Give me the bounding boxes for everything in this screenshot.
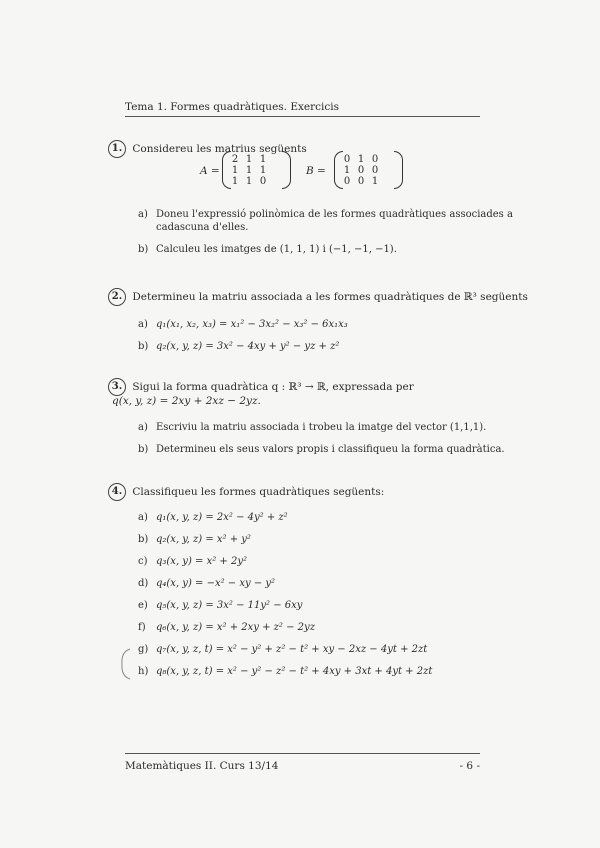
matrix-b-entry: 0 — [357, 165, 365, 176]
matrix-b-entry: 0 — [357, 176, 365, 187]
exercise-1 — [108, 140, 307, 158]
matrix-a-right-paren — [282, 151, 291, 189]
item-label: g) — [138, 644, 149, 655]
ex3-item-b — [138, 443, 505, 456]
exercise-2 — [108, 288, 528, 306]
ex1-item-a-cont — [156, 221, 248, 234]
matrix-b-entry: 0 — [343, 154, 351, 165]
matrix-a-entry: 1 — [245, 176, 253, 187]
exercise-4 — [108, 483, 384, 501]
item-text: Determineu els seus valors propis i classifiqueu la forma quadràtica. — [156, 444, 505, 455]
item-label: a) — [138, 319, 148, 330]
footer-course: Matemàtiques II. Curs 13/14 — [125, 760, 279, 772]
ex1-item-b — [138, 243, 397, 256]
ex4-item — [138, 555, 247, 568]
exercise-text: Considereu les matrius següents — [132, 143, 307, 155]
exercise-number: 3. — [108, 378, 126, 396]
matrix-b-label: B = — [306, 165, 326, 177]
matrix-a-entry: 0 — [259, 176, 267, 187]
item-label: f) — [138, 622, 146, 633]
definition-formula: q(x, y, z) = 2xy + 2xz − 2yz. — [112, 395, 261, 407]
ex4-item — [138, 643, 427, 656]
item-label: b) — [138, 341, 149, 352]
ex3-item-a — [138, 421, 486, 434]
item-formula: q₂(x, y, z) = x² + y² — [156, 534, 251, 545]
item-text: Escriviu la matriu associada i trobeu la imatge del vector (1,1,1). — [156, 422, 487, 433]
pencil-bracket-mark — [118, 648, 132, 683]
ex3-definition — [112, 395, 261, 408]
exercise-text: Classifiqueu les formes quadràtiques següents: — [132, 486, 385, 498]
item-formula: q₁(x, y, z) = 2x² − 4y² + z² — [156, 512, 288, 523]
header-title: Tema 1. Formes quadràtiques. Exercicis — [125, 101, 340, 113]
exercise-text: Sigui la forma quadràtica q : ℝ³ → ℝ, expressada per — [132, 381, 414, 393]
item-formula: q₆(x, y, z) = x² + 2xy + z² − 2yz — [156, 622, 315, 633]
item-label: d) — [138, 578, 149, 589]
exercise-number: 1. — [108, 140, 126, 158]
matrix-b-entry: 0 — [371, 165, 379, 176]
matrix-b-entry: 1 — [357, 154, 365, 165]
matrix-a-entry: 1 — [245, 165, 253, 176]
matrix-a-entry: 1 — [231, 165, 239, 176]
page-header — [125, 101, 480, 117]
item-formula: q₃(x, y) = x² + 2y² — [156, 556, 248, 567]
ex2-item-a — [138, 318, 348, 331]
matrix-a-label: A = — [200, 165, 220, 177]
exercise-text: Determineu la matriu associada a les formes quadràtiques de ℝ³ següents — [132, 291, 528, 303]
matrix-a-entry: 2 — [231, 154, 239, 165]
item-label: a) — [138, 512, 148, 523]
item-text: Doneu l'expressió polinòmica de les formes quadràtiques associades a — [156, 209, 513, 220]
matrix-a-entry: 1 — [231, 176, 239, 187]
item-label: e) — [138, 600, 148, 611]
item-label: h) — [138, 666, 149, 677]
exercise-number: 4. — [108, 483, 126, 501]
ex4-item — [138, 511, 288, 524]
ex2-item-b — [138, 340, 339, 353]
item-label: c) — [138, 556, 148, 567]
item-label: a) — [138, 422, 148, 433]
item-formula: q₇(x, y, z, t) = x² − y² + z² − t² + xy − 2xz − 4yt + 2zt — [156, 644, 428, 655]
matrix-a-entry: 1 — [259, 165, 267, 176]
item-label: b) — [138, 444, 149, 455]
matrix-a — [228, 154, 270, 187]
matrix-b — [340, 154, 382, 187]
ex4-item — [138, 577, 275, 590]
matrix-b-entry: 1 — [371, 176, 379, 187]
matrix-a-entry: 1 — [245, 154, 253, 165]
matrix-b-entry: 0 — [371, 154, 379, 165]
matrix-b-entry: 0 — [343, 176, 351, 187]
item-formula: q₄(x, y) = −x² − xy − y² — [156, 578, 276, 589]
page-number: - 6 - — [459, 760, 480, 772]
ex1-item-a — [138, 208, 513, 221]
ex4-item — [138, 599, 302, 612]
item-formula: q₂(x, y, z) = 3x² − 4xy + y² − yz + z² — [156, 341, 340, 352]
item-formula: q₁(x₁, x₂, x₃) = x₁² − 3x₂² − x₃² − 6x₁x₃ — [156, 319, 348, 330]
matrix-b-entry: 1 — [343, 165, 351, 176]
item-formula: q₅(x, y, z) = 3x² − 11y² − 6xy — [156, 600, 303, 611]
matrix-b-right-paren — [394, 151, 403, 189]
ex4-item — [138, 621, 315, 634]
exercise-number: 2. — [108, 288, 126, 306]
ex4-item — [138, 665, 432, 678]
matrix-a-entry: 1 — [259, 154, 267, 165]
item-label: b) — [138, 244, 149, 255]
item-text: cadascuna d'elles. — [156, 222, 249, 233]
ex4-item — [138, 533, 251, 546]
exercise-3 — [108, 378, 414, 396]
page-footer — [125, 753, 480, 772]
item-label: b) — [138, 534, 149, 545]
item-text: Calculeu les imatges de (1, 1, 1) i (−1, −1, −1). — [156, 244, 397, 255]
item-label: a) — [138, 209, 148, 220]
item-formula: q₈(x, y, z, t) = x² − y² − z² − t² + 4xy + 3xt + 4yt + 2zt — [156, 666, 433, 677]
